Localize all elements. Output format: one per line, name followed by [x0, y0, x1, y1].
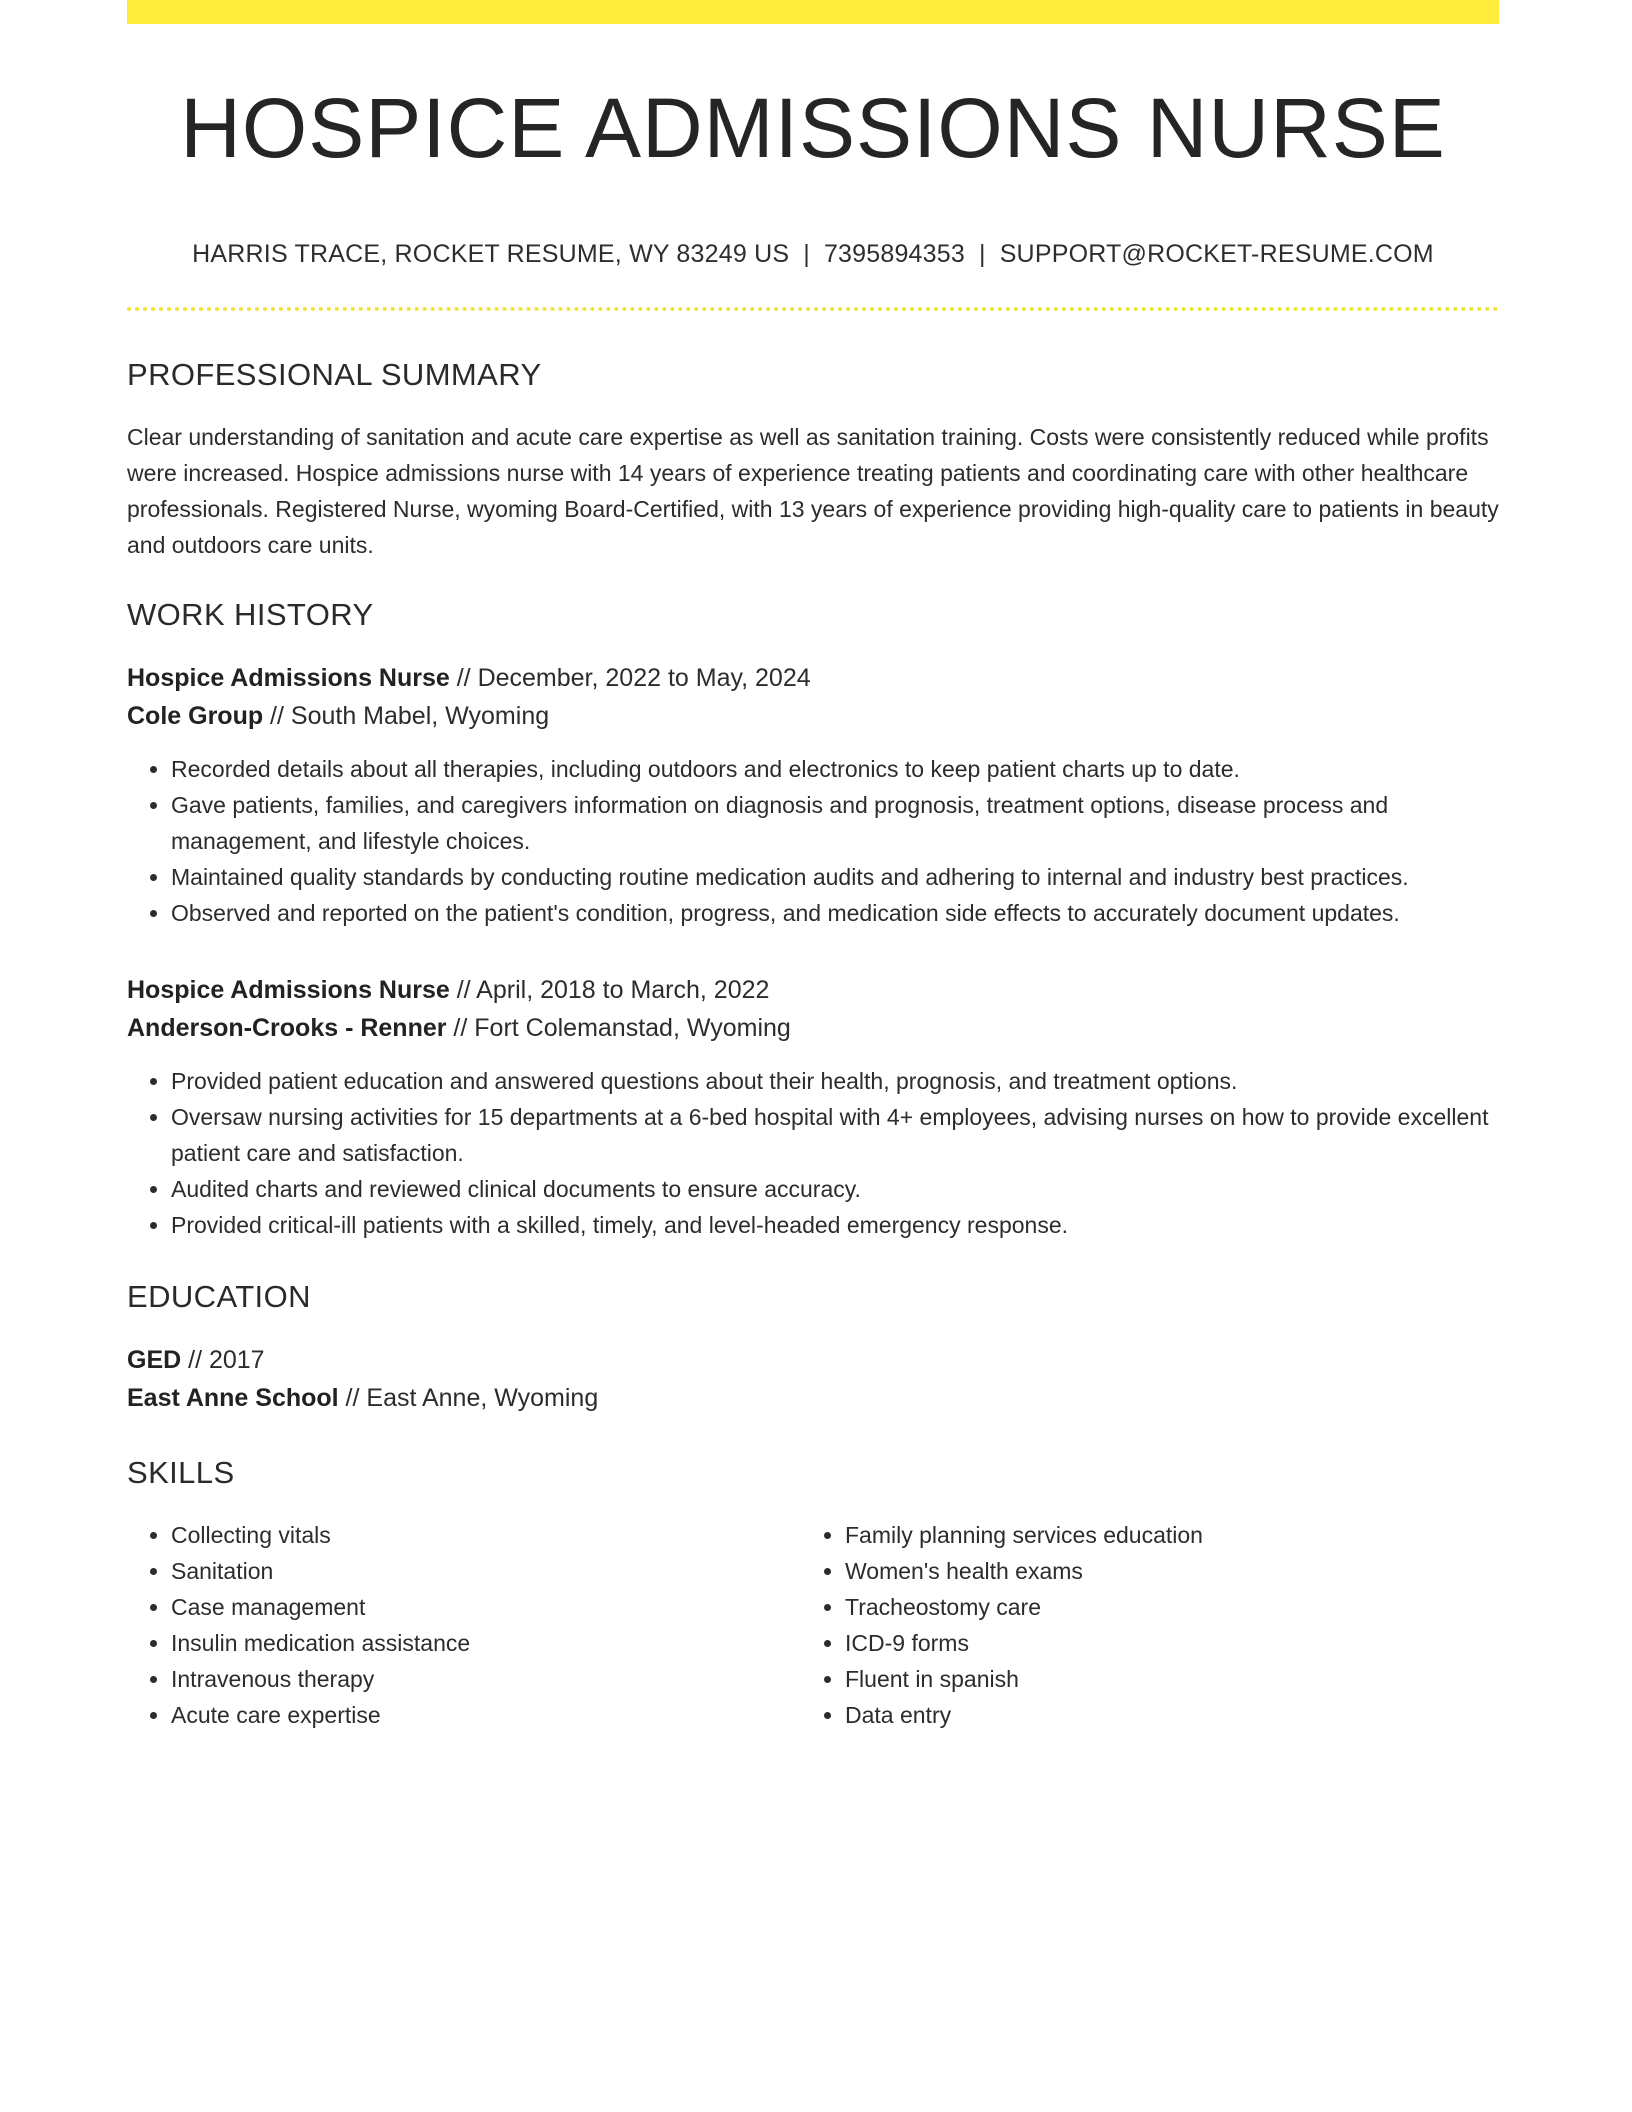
work-history-section	[127, 597, 1499, 1243]
summary-heading: PROFESSIONAL SUMMARY	[127, 357, 542, 392]
job-dates: // December, 2022 to May, 2024	[449, 664, 811, 692]
skill-item: • Family planning services education	[845, 1517, 1475, 1553]
job-entry	[127, 659, 1499, 931]
contact-phone: 7395894353	[823, 240, 965, 268]
job-bullet: • Audited charts and reviewed clinical documents to ensure accuracy.	[171, 1171, 1499, 1207]
skill-item: • Case management	[171, 1589, 801, 1625]
skill-item: • Insulin medication assistance	[171, 1625, 801, 1661]
job-bullet: • Gave patients, families, and caregivers information on diagnosis and prognosis, treatment options, disease process and management, and lifestyle choices.	[171, 787, 1499, 859]
job-location: // South Mabel, Wyoming	[263, 702, 550, 730]
accent-top-bar	[127, 0, 1499, 24]
job-bullet: • Provided patient education and answered questions about their health, prognosis, and treatment options.	[171, 1063, 1499, 1099]
education-year: // 2017	[181, 1346, 265, 1374]
education-school: East Anne School	[127, 1384, 339, 1412]
job-bullets	[127, 751, 1499, 931]
skill-item: • Sanitation	[171, 1553, 801, 1589]
job-dates: // April, 2018 to March, 2022	[449, 976, 770, 1004]
education-entry	[127, 1341, 1499, 1417]
job-entry	[127, 971, 1499, 1243]
resume-page	[127, 0, 1499, 1733]
education-degree: GED	[127, 1346, 182, 1374]
contact-address: HARRIS TRACE, ROCKET RESUME, WY 83249 US	[192, 240, 790, 268]
skill-item: • Intravenous therapy	[171, 1661, 801, 1697]
summary-text: Clear understanding of sanitation and acute care expertise as well as sanitation training. Costs were consistently reduced while profits were increased. Hospice admissions nurse with 14 years of experience treating patients and coordinating care with other healthcare professionals. Registered Nurse, wyoming Board-Certified, with 13 years of experience providing high-quality care to patients in beauty and outdoors care units.	[127, 424, 1499, 558]
education-heading: EDUCATION	[127, 1279, 311, 1314]
job-bullet: • Recorded details about all therapies, including outdoors and electronics to keep patient charts up to date.	[171, 751, 1499, 787]
skill-item: • Women's health exams	[845, 1553, 1475, 1589]
job-bullets	[127, 1063, 1499, 1243]
education-location: // East Anne, Wyoming	[338, 1384, 599, 1412]
dotted-divider	[127, 307, 1499, 311]
job-title-line	[127, 659, 1499, 697]
skill-item: • Acute care expertise	[171, 1697, 801, 1733]
skills-heading: SKILLS	[127, 1455, 235, 1490]
contact-line	[127, 240, 1499, 269]
job-bullet: • Oversaw nursing activities for 15 departments at a 6-bed hospital with 4+ employees, advising nurses on how to provide excellent patient care and satisfaction.	[171, 1099, 1499, 1171]
education-section	[127, 1279, 1499, 1417]
skills-columns	[127, 1517, 1499, 1733]
job-title: Hospice Admissions Nurse	[127, 976, 450, 1004]
skill-item: • Collecting vitals	[171, 1517, 801, 1553]
education-degree-line	[127, 1341, 1499, 1379]
contact-separator: |	[803, 240, 810, 268]
job-bullet: • Provided critical-ill patients with a skilled, timely, and level-headed emergency response.	[171, 1207, 1499, 1243]
summary-section	[127, 357, 1499, 563]
job-title: Hospice Admissions Nurse	[127, 664, 450, 692]
job-company-line	[127, 697, 1499, 735]
education-school-line	[127, 1379, 1499, 1417]
contact-separator: |	[978, 240, 986, 268]
skill-item: • ICD-9 forms	[845, 1625, 1475, 1661]
skills-list-right	[801, 1517, 1475, 1733]
job-location: // Fort Colemanstad, Wyoming	[446, 1014, 791, 1042]
job-title-line	[127, 971, 1499, 1009]
resume-title: HOSPICE ADMISSIONS NURSE	[180, 81, 1446, 175]
skills-section	[127, 1455, 1499, 1733]
job-company: Cole Group	[127, 702, 264, 730]
skill-item: • Tracheostomy care	[845, 1589, 1475, 1625]
contact-email: SUPPORT@ROCKET-RESUME.COM	[999, 240, 1434, 268]
job-bullet: • Observed and reported on the patient's condition, progress, and medication side effects to accurately document updates.	[171, 895, 1499, 931]
job-company: Anderson-Crooks - Renner	[127, 1014, 447, 1042]
skill-item: • Data entry	[845, 1697, 1475, 1733]
job-bullet: • Maintained quality standards by conducting routine medication audits and adhering to internal and industry best practices.	[171, 859, 1499, 895]
skills-list-left	[127, 1517, 801, 1733]
job-company-line	[127, 1009, 1499, 1047]
skill-item: • Fluent in spanish	[845, 1661, 1475, 1697]
work-history-heading: WORK HISTORY	[127, 597, 374, 632]
